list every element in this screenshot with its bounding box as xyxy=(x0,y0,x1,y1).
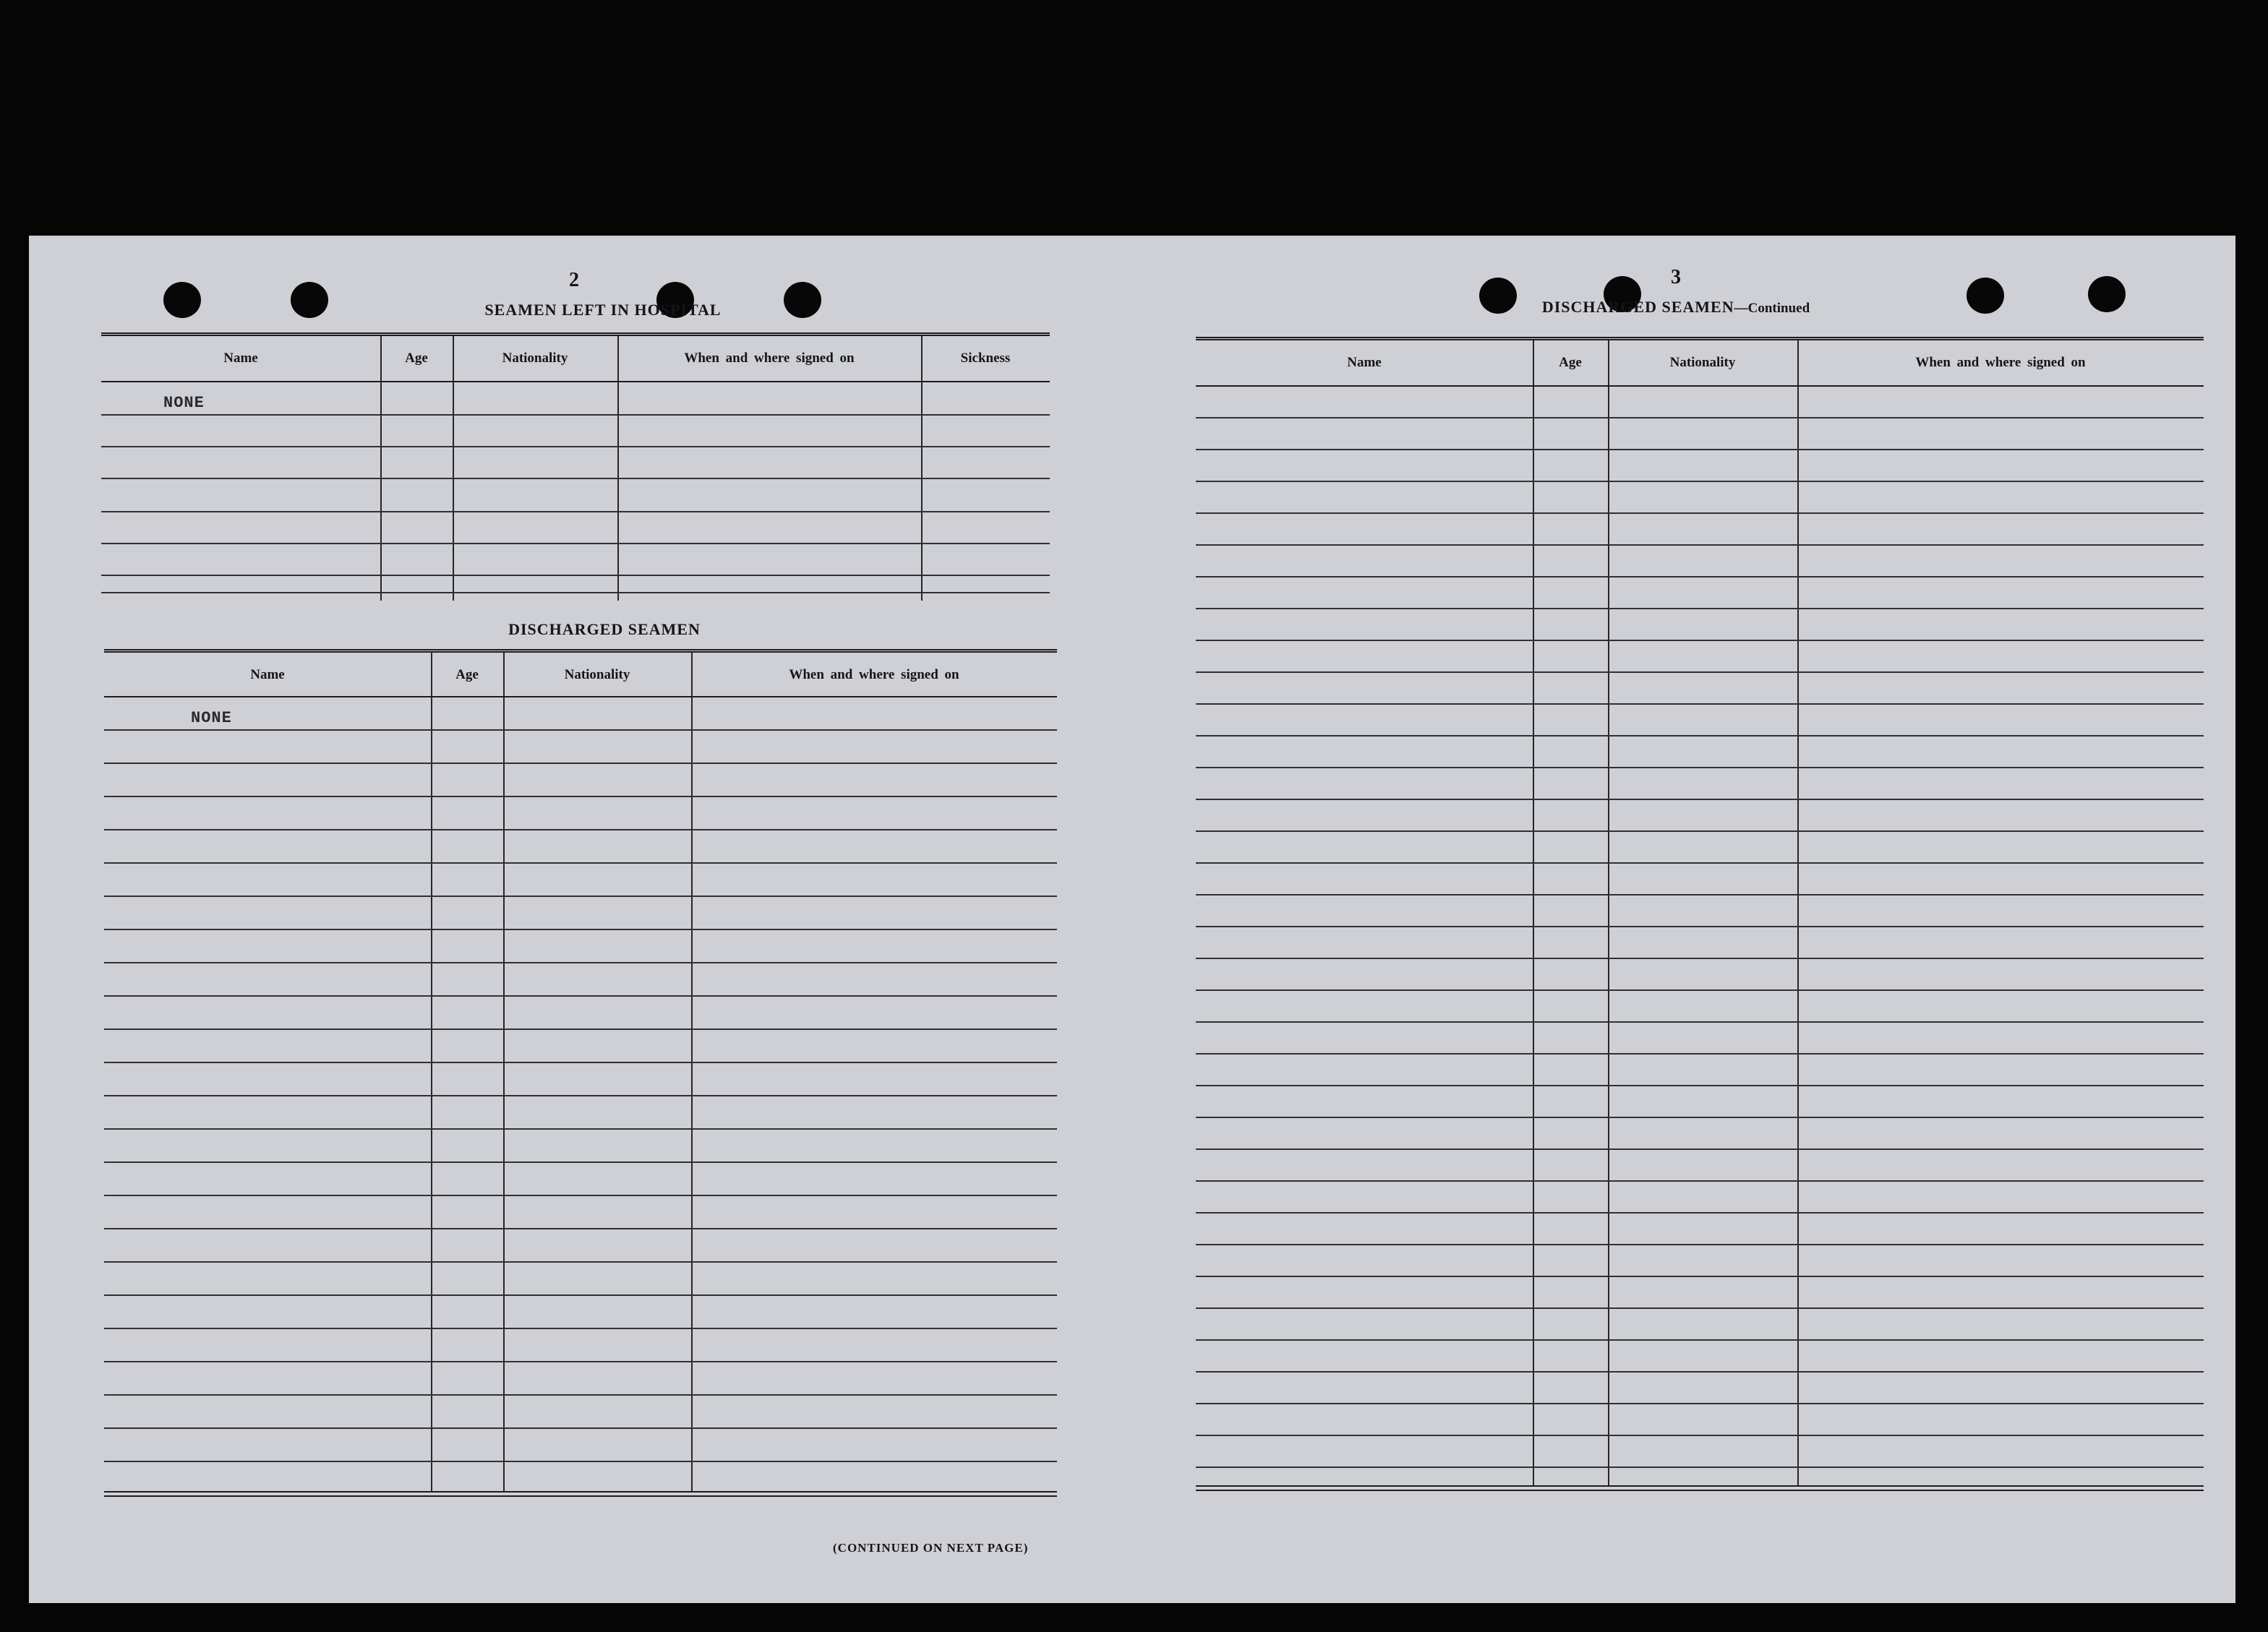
row-rule xyxy=(1196,862,2204,864)
row-rule xyxy=(104,929,1057,930)
punch-hole xyxy=(1967,278,2004,314)
row-rule xyxy=(104,729,1057,731)
row-rule xyxy=(101,543,1050,544)
row-rule xyxy=(104,896,1057,897)
row-rule xyxy=(1196,1212,2204,1214)
row-rule xyxy=(104,1394,1057,1396)
row-rule xyxy=(1196,1148,2204,1150)
row-rule xyxy=(1196,989,2204,991)
row-rule xyxy=(1196,1244,2204,1245)
column-divider xyxy=(431,653,432,1491)
row-rule xyxy=(1196,1021,2204,1023)
row-rule xyxy=(104,1062,1057,1063)
discharged-seamen-table xyxy=(104,649,1057,1501)
row-rule xyxy=(1196,1180,2204,1182)
row-rule xyxy=(101,381,1050,382)
page-number: 2 xyxy=(569,269,579,291)
hospital-entry-name: NONE xyxy=(163,394,205,412)
row-rule xyxy=(1196,1371,2204,1373)
row-rule xyxy=(1196,1466,2204,1468)
row-rule xyxy=(1196,385,2204,387)
row-rule xyxy=(1196,481,2204,482)
column-header-nationality: Nationality xyxy=(1669,355,1736,370)
row-rule xyxy=(1196,703,2204,705)
row-rule xyxy=(104,1128,1057,1130)
row-rule xyxy=(1196,417,2204,418)
row-rule xyxy=(104,1361,1057,1362)
row-rule xyxy=(104,796,1057,797)
row-rule xyxy=(1196,512,2204,514)
column-header-sickness: Sickness xyxy=(960,351,1011,366)
continued-suffix: —Continued xyxy=(1734,301,1810,316)
column-header-when-where-signed-on: When and where signed on xyxy=(1915,355,2086,370)
column-header-when-where-signed-on: When and where signed on xyxy=(684,351,855,366)
row-rule xyxy=(1196,1339,2204,1341)
row-rule xyxy=(1196,576,2204,577)
continued-on-next-page-note: (CONTINUED ON NEXT PAGE) xyxy=(833,1541,1029,1555)
row-rule xyxy=(1196,958,2204,959)
row-rule xyxy=(104,1328,1057,1329)
discharged-entry-name: NONE xyxy=(191,709,232,727)
column-header-age: Age xyxy=(1559,355,1582,370)
row-rule xyxy=(101,446,1050,447)
row-rule xyxy=(1196,926,2204,927)
row-rule xyxy=(104,1195,1057,1196)
row-rule xyxy=(1196,671,2204,673)
row-rule xyxy=(101,511,1050,512)
column-divider xyxy=(380,336,382,601)
column-divider xyxy=(617,336,619,601)
column-header-age: Age xyxy=(455,667,479,682)
row-rule xyxy=(1196,1485,2204,1487)
row-rule xyxy=(1196,830,2204,832)
row-rule xyxy=(104,1427,1057,1429)
row-rule xyxy=(1196,894,2204,896)
row-rule xyxy=(1196,1435,2204,1436)
row-rule xyxy=(1196,1085,2204,1086)
row-rule xyxy=(104,1491,1057,1493)
row-rule xyxy=(1196,1490,2204,1491)
row-rule xyxy=(1196,608,2204,609)
column-divider xyxy=(921,336,923,601)
seamen-left-in-hospital-title: SEAMEN LEFT IN HOSPITAL xyxy=(484,301,722,319)
row-rule xyxy=(104,829,1057,830)
row-rule xyxy=(104,1161,1057,1163)
page-number: 3 xyxy=(1671,266,1681,288)
punch-hole xyxy=(163,282,201,318)
row-rule xyxy=(104,696,1057,697)
row-rule xyxy=(1196,799,2204,800)
row-rule xyxy=(1196,1403,2204,1404)
row-rule xyxy=(1196,767,2204,768)
row-rule xyxy=(1196,1307,2204,1309)
column-header-name: Name xyxy=(1347,355,1382,370)
row-rule xyxy=(104,1261,1057,1263)
column-header-age: Age xyxy=(405,351,428,366)
row-rule xyxy=(1196,1053,2204,1055)
row-rule xyxy=(104,1228,1057,1229)
discharged-seamen-continued-title-text: DISCHARGED SEAMEN xyxy=(1541,298,1734,316)
row-rule xyxy=(1196,1117,2204,1118)
row-rule xyxy=(101,478,1050,479)
row-rule xyxy=(1196,640,2204,641)
row-rule xyxy=(104,962,1057,963)
hospital-table xyxy=(101,332,1050,605)
column-header-name: Name xyxy=(223,351,258,366)
discharged-seamen-title: DISCHARGED SEAMEN xyxy=(508,620,701,638)
punch-hole xyxy=(1479,278,1517,314)
punch-hole xyxy=(291,282,328,318)
column-divider xyxy=(503,653,505,1491)
row-rule xyxy=(104,1028,1057,1030)
row-rule xyxy=(1196,544,2204,546)
row-rule xyxy=(101,414,1050,416)
row-rule xyxy=(104,1294,1057,1296)
column-divider xyxy=(691,653,693,1491)
column-header-nationality: Nationality xyxy=(564,667,630,682)
column-header-name: Name xyxy=(250,667,285,682)
row-rule xyxy=(104,763,1057,764)
row-rule xyxy=(104,995,1057,997)
row-rule xyxy=(104,862,1057,864)
row-rule xyxy=(101,592,1050,593)
punch-hole xyxy=(2088,276,2126,312)
row-rule xyxy=(104,1495,1057,1497)
row-rule xyxy=(104,1095,1057,1096)
row-rule xyxy=(104,1461,1057,1462)
row-rule xyxy=(1196,735,2204,736)
column-header-when-where-signed-on: When and where signed on xyxy=(789,667,959,682)
punch-hole xyxy=(784,282,821,318)
column-header-nationality: Nationality xyxy=(502,351,568,366)
row-rule xyxy=(1196,1276,2204,1277)
discharged-seamen-continued-table xyxy=(1196,337,2204,1495)
column-divider xyxy=(453,336,454,601)
discharged-seamen-continued-title xyxy=(1524,298,1828,317)
row-rule xyxy=(101,575,1050,576)
ledger-spread xyxy=(29,236,2235,1603)
row-rule xyxy=(1196,449,2204,450)
